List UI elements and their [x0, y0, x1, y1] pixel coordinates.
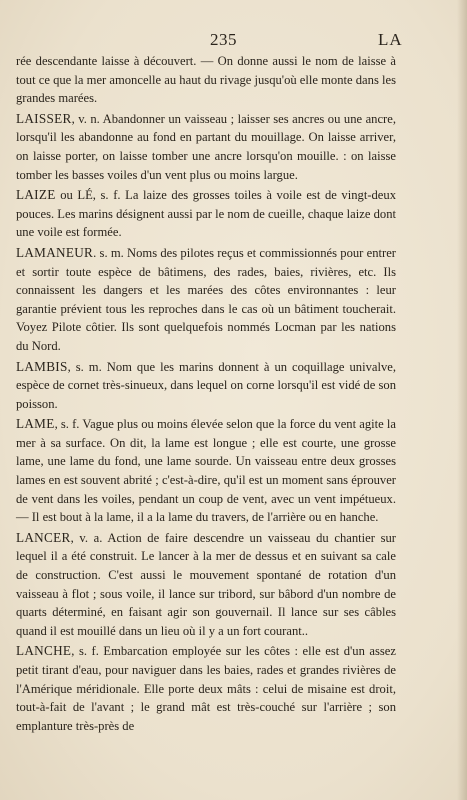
entry-text: . s. m. Noms des pilotes reçus et commissionnés pour entrer et sortir toute espèce de bâtimens, des rades, baies, rivières, etc. Ils connaissent les dangers et les marées des côtes environnantes : leur garantie prévient tous les reproches dans le cas où un bâtiment toucherait. Voyez Pilote côtier. Ils sont quelquefois nommés Locman par les nations du Nord.	[16, 245, 396, 353]
entry-text: , v. n. Abandonner un vaisseau ; laisser ses ancres ou une ancre, lorsqu'il les abandonne au fond en partant du mouillage. On laisse arriver, on laisse porter, on laisse tomber une ancre lorsqu'on mouille. : on laisse tomber les basses voiles d'un vent plus ou moins largue.	[16, 111, 396, 182]
entry-text: rée descendante laisse à découvert. — On donne aussi le nom de laisse à tout ce que la mer amoncelle au haut du rivage jusqu'où elle monte dans les grandes marées.	[16, 54, 396, 106]
entry-headword: LAMBIS	[16, 358, 68, 374]
page-number: 235	[210, 30, 237, 49]
page-edge-shadow	[457, 0, 467, 800]
entry-text: ou LÉ, s. f. La laize des grosses toiles à voile est de vingt-deux pouces. Les marins désignent aussi par le nom de cueille, chaque laize dont une voile est formée.	[16, 188, 396, 240]
entry-laisser	[16, 110, 396, 184]
entry-continuation	[16, 52, 396, 108]
entry-headword: LANCER	[16, 529, 71, 545]
running-head: LA	[378, 30, 403, 49]
entry-headword: LAIZE	[16, 187, 56, 203]
entry-lanche	[16, 642, 396, 735]
page-header	[0, 30, 467, 50]
entry-headword: LAISSER	[16, 110, 72, 126]
entry-lancer	[16, 529, 396, 641]
entry-text: , s. f. Embarcation employée sur les côtes : elle est d'un assez petit tirant d'eau, pour naviguer dans les baies, rades et grandes rivières de l'Amérique méridionale. Elle porte deux mâts : celui de misaine est droit, tout-à-fait de l'avant ; le grand mât est très-couché sur l'arrière ; son emplanture très-près de	[16, 644, 396, 733]
entry-text: , v. a. Action de faire descendre un vaisseau du chantier sur lequel il a été construit. Le lancer à la mer de dessus et en suivant sa cale de construction. C'est aussi le mouvement spontané de rotation d'un vaisseau à flot ; sous voile, il lance sur tribord, sur bâbord d'un nombre de quarts déterminé, en faisant agir son gouvernail. Il lance sur ses câbles quand il est mouillé dans un lieu où il y a un fort courant..	[16, 530, 396, 638]
dictionary-text	[16, 52, 396, 735]
entry-headword: LAME	[16, 416, 55, 432]
entry-lamaneur	[16, 244, 396, 356]
entry-headword: LAMANEUR	[16, 244, 94, 260]
entry-text: , s. f. Vague plus ou moins élevée selon que la force du vent agite la mer à sa surface. On dit, la lame est longue ; elle est courte, une grosse lame, une lame du fond, une lame sourde. Un vaisseau entre deux grosses lames en est souvent abrité ; c'est-à-dire, qu'il est un moment sans éprouver de vent dans les voiles, pendant un coup de vent, avec un vent impétueux. — Il est bout à la lame, il a la lame du travers, de l'arrière ou en hanche.	[16, 417, 396, 525]
entry-lambis	[16, 358, 396, 414]
entry-text: , s. m. Nom que les marins donnent à un coquillage univalve, espèce de cornet très-sinueux, dans lequel on corne lorsqu'il est vidé de son poisson.	[16, 359, 396, 411]
entry-lame	[16, 415, 396, 527]
entry-headword: LANCHE	[16, 643, 72, 659]
entry-laize	[16, 186, 396, 242]
